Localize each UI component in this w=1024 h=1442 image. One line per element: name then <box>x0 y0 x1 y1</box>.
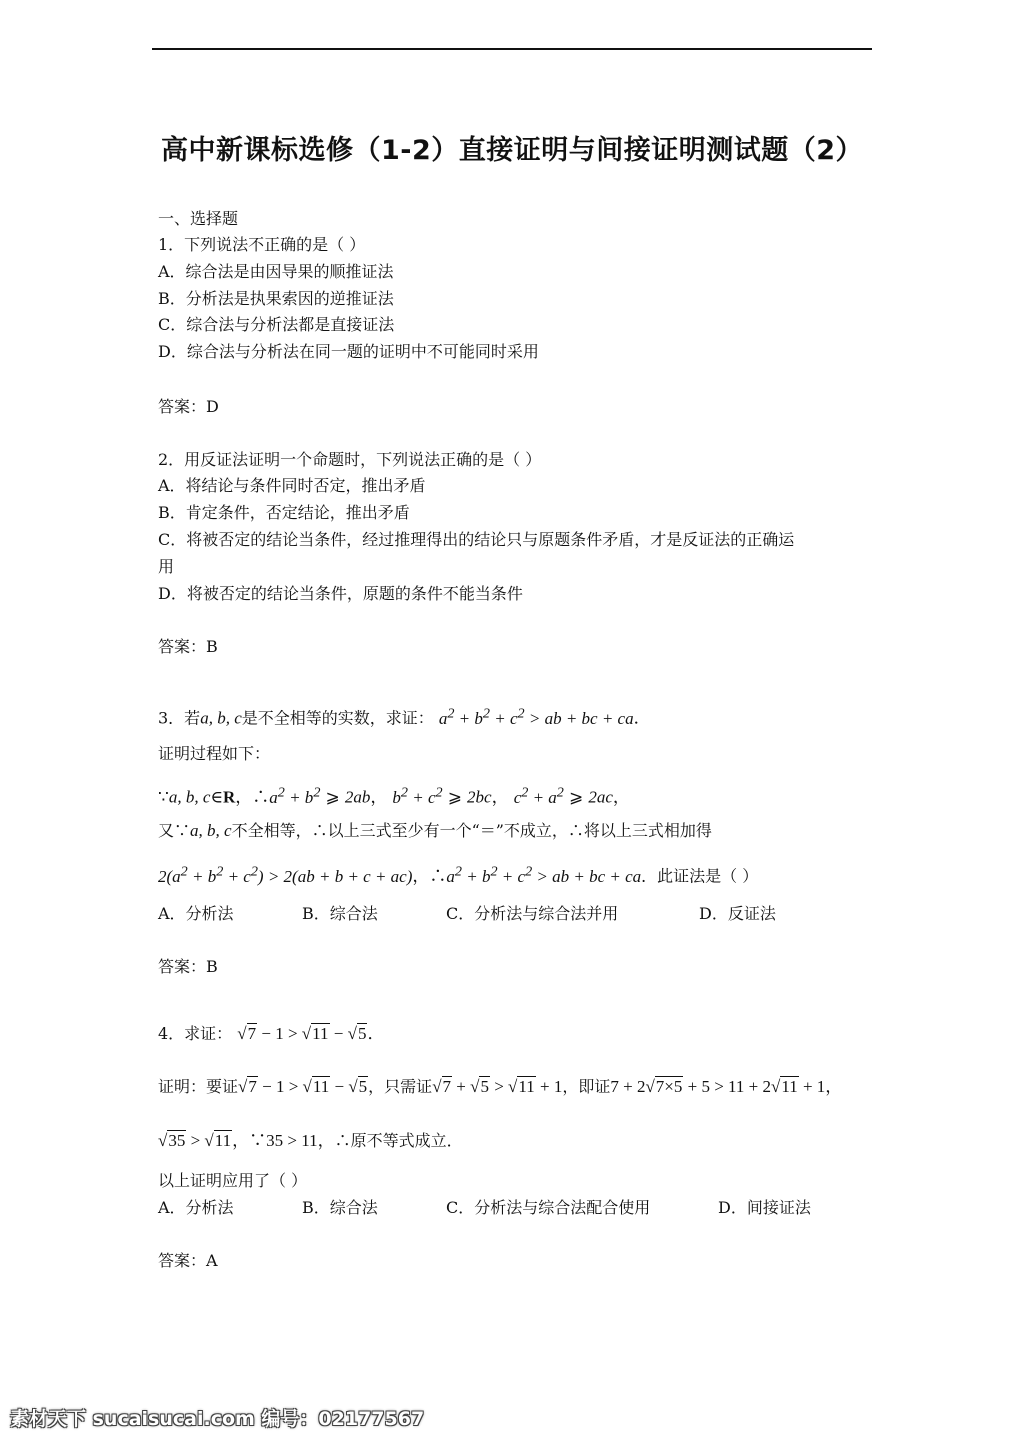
q4-question: 以上证明应用了（ ） <box>158 1171 308 1190</box>
q2-option-a: A．将结论与条件同时否定，推出矛盾 <box>158 476 426 495</box>
q3-option-c: C．分析法与综合法并用 <box>446 904 619 923</box>
q3-option-a: A．分析法 <box>158 904 234 923</box>
q4-proof-line2: √35 > √11，∵35 > 11，∴原不等式成立． <box>158 1131 463 1150</box>
q4-option-c: C．分析法与综合法配合使用 <box>446 1198 651 1217</box>
q1-option-b: B．分析法是执果索因的逆推证法 <box>158 289 394 308</box>
q3-options <box>158 903 858 925</box>
q1-answer: 答案：D <box>158 397 219 416</box>
q3-proof-line3: $2(a^2 + b^2 + c^2) > 2(ab + b + c + ac)$，$\therefore a^2 + b^2 + c^2$ > ab + bc + ca．此证法是（ ） <box>158 863 759 886</box>
q3-proof-label: 证明过程如下： <box>158 744 271 763</box>
q3-answer: 答案：B <box>158 957 218 976</box>
q3-option-b: B．综合法 <box>302 904 378 923</box>
q4-proof-line1: 证明：要证√7 − 1 > √11 − √5，只需证√7 + √5 > √11 + 1，即证7 + 2√7×5 + 5 > 11 + 2√11 + 1， <box>158 1077 843 1096</box>
q2-option-d: D．将被否定的结论当条件，原题的条件不能当条件 <box>158 584 523 603</box>
q2-stem: 2．用反证法证明一个命题时，下列说法正确的是（ ） <box>158 450 542 469</box>
q4-option-d: D．间接证法 <box>718 1198 811 1217</box>
q1-option-a: A．综合法是由因导果的顺推证法 <box>158 262 394 281</box>
q3-stem: 3．若a, b, c是不全相等的实数，求证： $a^2 + b^2 + c^2$ > ab + bc + ca． <box>158 705 651 728</box>
q2-option-c: C．将被否定的结论当条件，经过推理得出的结论只与原题条件矛盾，才是反证法的正确运 <box>158 530 795 549</box>
section-heading: 一、选择题 <box>158 209 239 228</box>
q1-option-d: D．综合法与分析法在同一题的证明中不可能同时采用 <box>158 342 539 361</box>
q2-option-b: B．肯定条件，否定结论，推出矛盾 <box>158 503 410 522</box>
page-title: 高中新课标选修（1-2）直接证明与间接证明测试题（2） <box>160 135 864 166</box>
q4-option-a: A．分析法 <box>158 1198 234 1217</box>
q2-answer: 答案：B <box>158 637 218 656</box>
q3-option-d: D．反证法 <box>699 904 776 923</box>
q3-proof-line2: 又∵a, b, c不全相等，∴以上三式至少有一个“＝”不成立，∴将以上三式相加得 <box>158 821 712 840</box>
q3-inequality: $a^2 + b^2 + c^2$ > ab + bc + ca <box>438 705 634 728</box>
q3-proof-line1: ∵a, b, c∈R，$\therefore a^2 + b^2$ ⩾ 2ab， $b^2 + c^2$ ⩾ 2bc， $c^2 + a^2$ ⩾ 2ac， <box>158 784 630 807</box>
q2-option-c-cont: 用 <box>158 557 175 576</box>
q4-options <box>158 1197 858 1219</box>
watermark: 素材天下 sucaisucai.com 编号：02177567 <box>10 1408 425 1430</box>
q4-stem: 4．求证： √7 − 1 > √11 − √5． <box>158 1024 385 1043</box>
q4-option-b: B．综合法 <box>302 1198 378 1217</box>
q1-option-c: C．综合法与分析法都是直接证法 <box>158 315 395 334</box>
q1-stem: 1．下列说法不正确的是（ ） <box>158 235 366 254</box>
q4-answer: 答案：A <box>158 1251 218 1270</box>
header-rule <box>152 48 872 50</box>
